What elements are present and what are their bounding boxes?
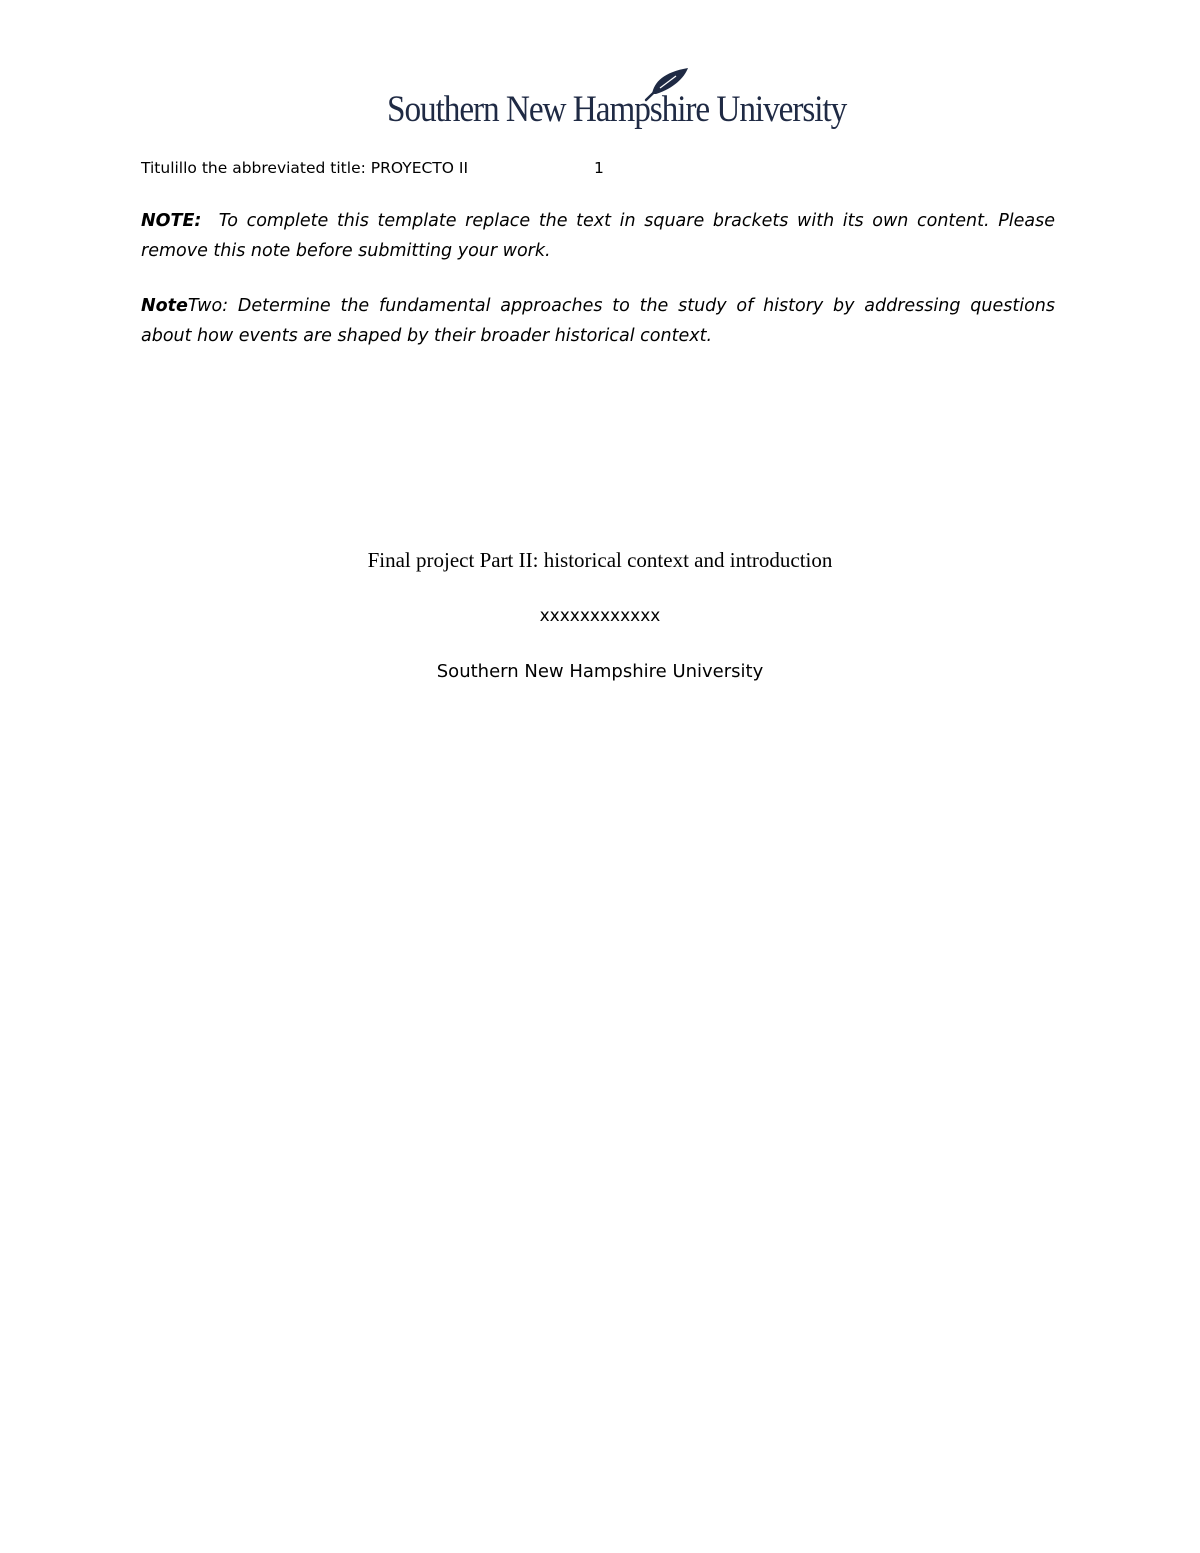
template-note xyxy=(141,206,1055,266)
author-name: xxxxxxxxxxxx xyxy=(539,606,661,626)
second-note xyxy=(141,291,1055,351)
note-label: Note xyxy=(141,296,188,316)
note-text: Two: Determine the fundamental approaches to the study of history by addressing questions about how events are shaped by their broader historical context. xyxy=(141,296,1055,346)
logo-wordmark: Southern New Hampshire University xyxy=(387,89,847,130)
university-logo xyxy=(384,66,847,138)
note-text: To complete this template replace the text in square brackets with its own content. Please remove this note before submitting your work. xyxy=(141,211,1055,261)
page-number: 1 xyxy=(594,159,604,177)
institution-name: Southern New Hampshire University xyxy=(436,661,764,682)
note-label: NOTE: xyxy=(141,211,202,231)
feather-icon xyxy=(642,66,692,102)
paper-title: Final project Part II: historical context and introduction xyxy=(367,548,833,572)
running-head: Titulillo the abbreviated title: PROYECTO II xyxy=(141,159,469,177)
